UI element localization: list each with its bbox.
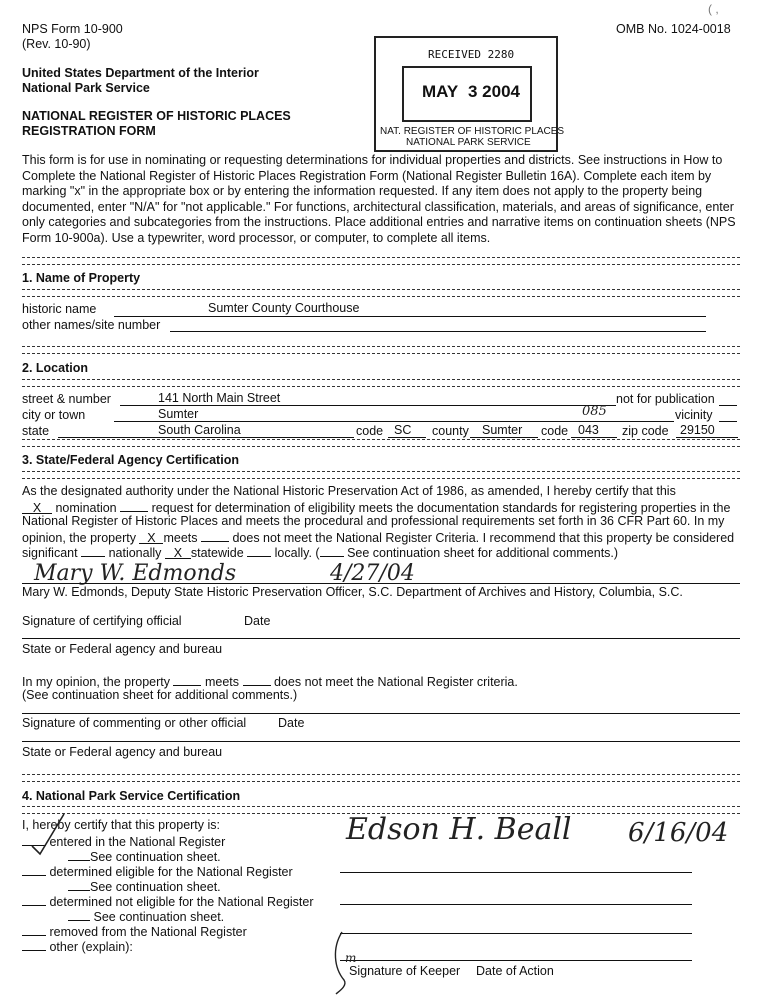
historic-name-line (114, 316, 706, 317)
stamp-day-year: 3 2004 (468, 82, 520, 101)
meets-mark: X (139, 531, 163, 544)
section2-heading: 2. Location (22, 361, 88, 375)
agency-label: State or Federal agency and bureau (22, 642, 223, 656)
section4-heading: 4. National Park Service Certification (22, 789, 241, 803)
opinion-c: does not meet the National Register criteria. (273, 675, 518, 689)
cert-para-line2 (22, 499, 730, 515)
opinion-meets: meets (204, 675, 240, 689)
nationally-label: nationally (108, 546, 162, 560)
sig-cert-date-label: Date (244, 614, 271, 628)
county-value: Sumter (482, 423, 523, 437)
stamp-date-box (402, 66, 532, 122)
sig-cert-label: Signature of certifying official (22, 614, 182, 628)
state-code-value: SC (394, 423, 412, 437)
state-line (58, 437, 354, 438)
scan-mark: ( , (708, 2, 719, 16)
not-eligible-blank (22, 893, 46, 906)
official-name: Mary W. Edmonds, Deputy State Historic Preservation Officer, S.C. Department of Archives and History, Columbia, S.C. (22, 585, 683, 599)
opinion-line2: (See continuation sheet for additional comments.) (22, 688, 298, 702)
agency-label-2: State or Federal agency and bureau (22, 745, 223, 759)
sig-comment-label: Signature of commenting or other official (22, 716, 247, 730)
divider (22, 439, 740, 447)
historic-name-label: historic name (22, 302, 97, 316)
state-code-label: code (356, 424, 384, 438)
divider (22, 471, 740, 479)
nps-item-not-eligible (22, 893, 314, 909)
divider (22, 289, 740, 297)
stamp-month: MAY (422, 82, 459, 101)
continuation-blank (320, 544, 344, 557)
eligible-label: determined eligible for the National Register (49, 865, 293, 879)
nomination-label: nomination (55, 501, 117, 515)
omb-number: OMB No. 1024-0018 (616, 22, 731, 36)
zip-line (676, 437, 738, 438)
other-label: other (explain): (49, 940, 133, 954)
nps-item-eligible-cont (68, 878, 221, 894)
cert-para-line5 (22, 544, 618, 560)
street-value: 141 North Main Street (158, 391, 281, 405)
request-text: request for determination of eligibility meets the documentation standards for registering properties in the (151, 501, 731, 515)
other-names-label: other names/site number (22, 318, 161, 332)
statewide-label: statewide (190, 546, 244, 560)
signature-line (22, 583, 740, 584)
nps-line (340, 872, 692, 873)
opinion-line1 (22, 673, 518, 689)
cert-para-line1: As the designated authority under the National Historic Preservation Act of 1986, as amended, I hereby certify that this (22, 484, 676, 498)
nomination-mark: X (22, 501, 52, 514)
nps-item-eligible (22, 863, 293, 879)
nps-item-removed (22, 923, 247, 939)
department-name: United States Department of the Interior (22, 66, 259, 80)
city-label: city or town (22, 408, 86, 422)
eligible-cont-label: See continuation sheet. (90, 880, 221, 894)
divider (22, 346, 740, 354)
opinion-text: opinion, the property (22, 531, 136, 545)
vicinity-line (719, 421, 737, 422)
date-action-label: Date of Action (476, 964, 554, 978)
nps-line (340, 960, 692, 961)
entered-label: entered in the National Register (49, 835, 226, 849)
not-for-publication-line (719, 405, 737, 406)
not-eligible-cont-blank (68, 908, 90, 921)
county-code-label: code (541, 424, 569, 438)
city-value: Sumter (158, 407, 199, 421)
section1-heading: 1. Name of Property (22, 271, 141, 285)
commenting-signature-line (22, 713, 740, 714)
vicinity-annotation: 085 (582, 404, 607, 419)
nps-item-entered-cont (68, 848, 221, 864)
continuation-text: See continuation sheet for additional comments.) (347, 546, 619, 560)
certifying-signature: Mary W. Edmonds (34, 561, 237, 586)
form-title: NATIONAL REGISTER OF HISTORIC PLACES (22, 109, 291, 123)
county-label: county (432, 424, 469, 438)
county-code-line (571, 437, 617, 438)
not-eligible-label: determined not eligible for the National Register (49, 895, 314, 909)
zip-value: 29150 (680, 423, 715, 437)
city-line (114, 421, 674, 422)
not-for-publication-label: not for publication (616, 392, 715, 406)
intro-paragraph: This form is for use in nominating or requesting determinations for individual properties and districts. See instructions in How to Complete the National Register of Historic Places Registration Form (National Register Bulletin 16A). Complete each item by marking "x" in the appropriate box or by entering the information requested. If any item does not apply to the property being documented, enter "N/A" for "not applicable." For functions, architectural classification, materials, and areas of significance, enter only categories and subcategories from the instructions. Place additional entries and narrative items on continuation sheets (NPS Form 10-900a). Use a typewriter, word processor, or computer, to complete all items. (22, 153, 736, 245)
locally-label: locally. ( (274, 546, 320, 560)
form-revision: (Rev. 10-90) (22, 37, 91, 51)
does-not-meet-blank (201, 529, 229, 542)
received-stamp (374, 36, 565, 152)
agency-line (22, 638, 740, 639)
opinion-meets-blank (173, 673, 201, 686)
divider (22, 257, 740, 265)
divider (22, 379, 740, 387)
certifying-signature-date: 4/27/04 (330, 561, 415, 586)
not-eligible-cont-label: See continuation sheet. (93, 910, 225, 924)
removed-blank (22, 923, 46, 936)
zip-label: zip code (622, 424, 669, 438)
checkmark-icon (18, 810, 78, 860)
nps-line (340, 933, 692, 934)
statewide-mark: X (165, 546, 191, 559)
nps-line (340, 904, 692, 905)
opinion-a: In my opinion, the property (22, 675, 170, 689)
cert-para-line3: National Register of Historic Places and meets the procedural and professional requirements set forth in 36 CFR Part 60. In my (22, 514, 725, 528)
keeper-action-date: 6/16/04 (628, 818, 729, 848)
stamp-received: RECEIVED 2280 (428, 48, 515, 61)
keeper-initials: m (345, 951, 357, 965)
keeper-signature: Edson H. Beall (346, 812, 572, 847)
divider (22, 774, 740, 782)
entered-cont-label: See continuation sheet. (90, 850, 221, 864)
other-names-line (170, 331, 706, 332)
section3-heading: 3. State/Federal Agency Certification (22, 453, 239, 467)
removed-label: removed from the National Register (49, 925, 247, 939)
eligible-cont-blank (68, 878, 90, 891)
county-code-value: 043 (578, 423, 599, 437)
state-code-line (388, 437, 426, 438)
criteria-text: does not meet the National Register Criteria. I recommend that this property be considered (232, 531, 735, 545)
certify-text: I, hereby certify that this property is: (22, 818, 220, 832)
nps-item-not-eligible-cont (68, 908, 224, 924)
meets-label: meets (163, 531, 198, 545)
historic-name-value: Sumter County Courthouse (208, 301, 360, 315)
sig-keeper-label: Signature of Keeper (349, 964, 461, 978)
state-value: South Carolina (158, 423, 241, 437)
eligible-blank (22, 863, 46, 876)
stamp-line1: NAT. REGISTER OF HISTORIC PLACES (380, 126, 565, 137)
stamp-line2: NATIONAL PARK SERVICE (406, 137, 531, 148)
state-label: state (22, 424, 50, 438)
vicinity-label: vicinity (675, 408, 713, 422)
locally-blank (247, 544, 271, 557)
county-line (470, 437, 538, 438)
street-line (120, 405, 616, 406)
street-label: street & number (22, 392, 111, 406)
nps-item-other (22, 938, 133, 954)
service-name: National Park Service (22, 81, 150, 95)
agency-line-2 (22, 741, 740, 742)
cert-para-line4 (22, 529, 734, 545)
other-blank (22, 938, 46, 951)
opinion-not-meet-blank (243, 673, 271, 686)
request-blank (120, 499, 148, 512)
form-subtitle: REGISTRATION FORM (22, 124, 156, 138)
significant-label: significant (22, 546, 78, 560)
form-number: NPS Form 10-900 (22, 22, 123, 36)
nationally-blank (81, 544, 105, 557)
sig-comment-date-label: Date (278, 716, 305, 730)
